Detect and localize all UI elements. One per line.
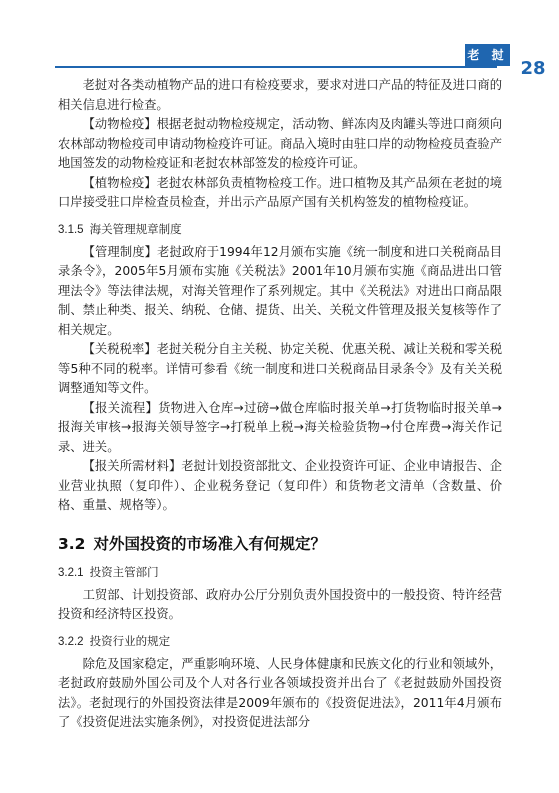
section-title: 对外国投资的市场准入有何规定？ <box>93 534 326 553</box>
page-header <box>0 0 559 80</box>
section-title: 投资主管部门 <box>89 564 159 579</box>
paragraph-plant-quarantine: 【植物检疫】老挝农林部负责植物检疫工作。进口植物及其产品须在老挝的境口岸接受驻口岸检查员检查，并出示产品原产国有关机构签发的植物检疫证。 <box>58 175 502 209</box>
paragraph-required-materials: 【报关所需材料】老挝计划投资部批文、企业投资许可证、企业申请报告、企业营业执照（复印件）、企业税务登记（复印件）和货物老文清单（含数量、价格、重量、规格等）。 <box>58 459 502 512</box>
section-title: 海关管理规章制度 <box>89 221 182 236</box>
paragraph-investment-industries: 除危及国家稳定，严重影响环境、人民身体健康和民族文化的行业和领域外，老挝政府鼓励外国公司及个人对各行业各领域投资并出台了《老挝鼓励外国投资法》。老挝现行的外国投资法律是2009年颁布的《投资促进法》，2011年4月颁布了《投资促进法实施条例》，对投资促进法部分 <box>58 656 502 729</box>
paragraph-animal-quarantine: 【动物检疫】根据老挝动物检疫规定，活动物、鲜冻肉及肉罐头等进口商须向农林部动物检疫司申请动物检疫许可证。商品入境时由驻口岸的动物检疫员查验产地国签发的动物检疫证和老挝农林部签发的检疫许可证。 <box>58 117 502 170</box>
section-title: 投资行业的规定 <box>89 633 171 648</box>
paragraph-intro: 老挝对各类动植物产品的进口有检疫要求，要求对进口产品的特征及进口商的相关信息进行检查。 <box>58 78 502 112</box>
paragraph-declaration-process: 【报关流程】货物进入仓库→过磅→做仓库临时报关单→打货物临时报关单→报海关审核→报海关领导签字→打税单上税→海关检验货物→付仓库费→海关作记录、进关。 <box>58 400 502 454</box>
header-rule <box>55 66 497 68</box>
section-number: 3.1.5 <box>58 223 84 236</box>
section-heading-3-1-5 <box>58 221 502 237</box>
section-number: 3.2 <box>58 534 86 553</box>
paragraph-investment-authorities: 工贸部、计划投资部、政府办公厅分别负责外国投资中的一般投资、特许经营投资和经济特区投资。 <box>58 587 502 621</box>
section-heading-3-2-2 <box>58 633 502 649</box>
paragraph-management-system: 【管理制度】老挝政府于1994年12月颁布实施《统一制度和进口关税商品目录条令》，2005年5月颁布实施《关税法》2001年10月颁布实施《商品进出口管理法令》等法律法规，对海关管理作了系列规定。其中《关税法》对进出口商品限制、禁止种类、报关、纳税、仓储、提货、出关、关税文件管理及报关复核等作了相关规定。 <box>58 244 502 337</box>
section-heading-3-2-1 <box>58 564 502 580</box>
section-number: 3.2.1 <box>58 566 84 579</box>
section-number: 3.2.2 <box>58 635 84 648</box>
section-heading-3-2 <box>58 532 502 554</box>
page-body <box>58 76 502 733</box>
running-title: 老 挝 <box>467 48 508 62</box>
page-number: 28 <box>520 58 546 79</box>
paragraph-tariff-rates: 【关税税率】老挝关税分自主关税、协定关税、优惠关税、减让关税和零关税等5种不同的税率。详情可参看《统一制度和进口关税商品目录条令》及有关关税调整通知等文件。 <box>58 342 502 395</box>
